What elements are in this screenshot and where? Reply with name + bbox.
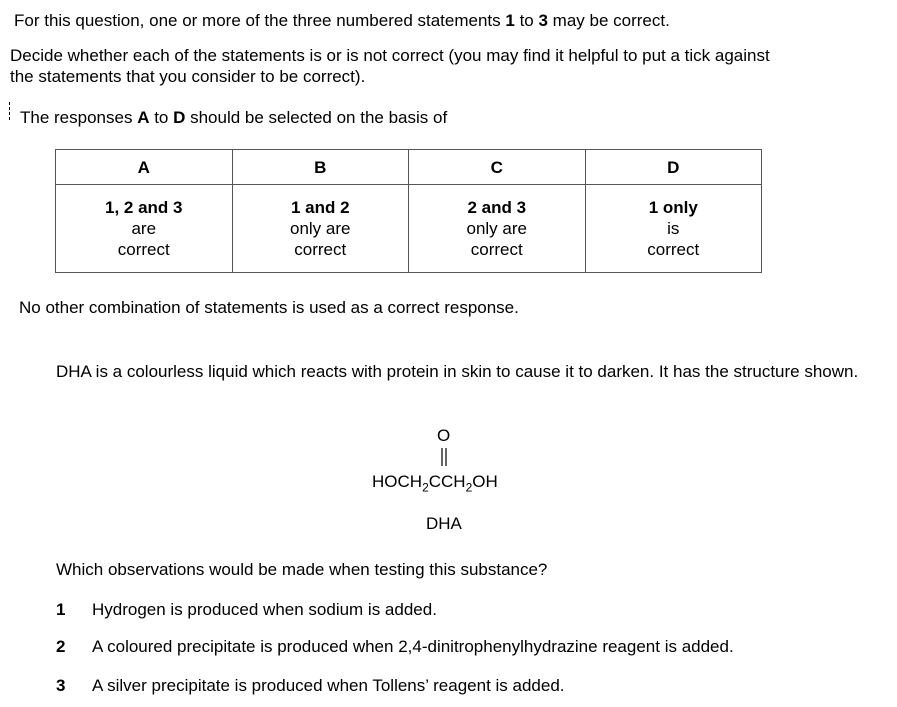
cell-c-line2: only are [466, 219, 527, 238]
statement-number-2: 2 [56, 637, 66, 656]
structure-oxygen: O [437, 426, 451, 445]
header-b: B [232, 150, 409, 185]
header-a: A [56, 150, 233, 185]
header-c: C [409, 150, 586, 185]
statement-text-2: A coloured precipitate is produced when 2,4-dinitrophenylhydrazine reagent is added. [92, 637, 734, 656]
intro-line-3 [20, 108, 447, 128]
cell-a-line2: are [131, 219, 157, 238]
cell-b [232, 185, 409, 273]
cell-c-line3: correct [470, 240, 523, 259]
statement-number-1: 1 [56, 600, 66, 619]
cell-b-statements: 1 and 2 [290, 198, 350, 217]
table-row [56, 185, 762, 273]
cell-a [56, 185, 233, 273]
intro-text: should be selected on the basis of [185, 108, 448, 127]
cell-d-line3: correct [647, 240, 700, 259]
intro-text: to [514, 11, 539, 30]
cell-b-line2: only are [290, 219, 351, 238]
question-description: DHA is a colourless liquid which reacts with protein in skin to cause it to darken. It has the structure shown. [56, 362, 859, 381]
structure-formula [372, 472, 498, 494]
intro-letter-d: D [173, 108, 186, 127]
structure-name: DHA [426, 514, 462, 533]
intro-line-2a: Decide whether each of the statements is or is not correct (you may find it helpful to put a tick against [10, 46, 770, 65]
cell-d [585, 185, 762, 273]
formula-subscript: 2 [422, 480, 429, 495]
formula-part: CCH [428, 472, 466, 491]
formula-part: OH [472, 472, 498, 491]
response-key-table [55, 149, 762, 273]
cell-d-statements: 1 only [648, 198, 698, 217]
statement-number-3: 3 [56, 676, 66, 695]
intro-letter-a: A [137, 108, 150, 127]
statement-text-1: Hydrogen is produced when sodium is added. [92, 600, 437, 619]
margin-marker [9, 102, 10, 120]
formula-subscript: 2 [465, 480, 473, 495]
intro-line-1 [14, 11, 670, 31]
intro-line-2b: the statements that you consider to be correct). [10, 67, 366, 86]
cell-c-statements: 2 and 3 [467, 198, 527, 217]
cell-b-line3: correct [294, 240, 347, 259]
question-prompt: Which observations would be made when testing this substance? [56, 560, 548, 579]
intro-text: to [149, 108, 174, 127]
intro-num-1: 1 [505, 11, 515, 30]
table-header-row [56, 150, 762, 185]
intro-text: may be correct. [547, 11, 670, 30]
cell-d-line2: is [667, 219, 680, 238]
header-d: D [585, 150, 762, 185]
intro-text: The responses [20, 108, 138, 127]
formula-part: HOCH [372, 472, 423, 491]
intro-num-3: 3 [538, 11, 548, 30]
double-bond [438, 447, 450, 467]
cell-a-statements: 1, 2 and 3 [105, 198, 183, 217]
intro-text: For this question, one or more of the three numbered statements [14, 11, 506, 30]
cell-a-line3: correct [117, 240, 170, 259]
no-other-note: No other combination of statements is used as a correct response. [19, 298, 519, 317]
statement-text-3: A silver precipitate is produced when Tollens’ reagent is added. [92, 676, 565, 695]
cell-c [409, 185, 586, 273]
